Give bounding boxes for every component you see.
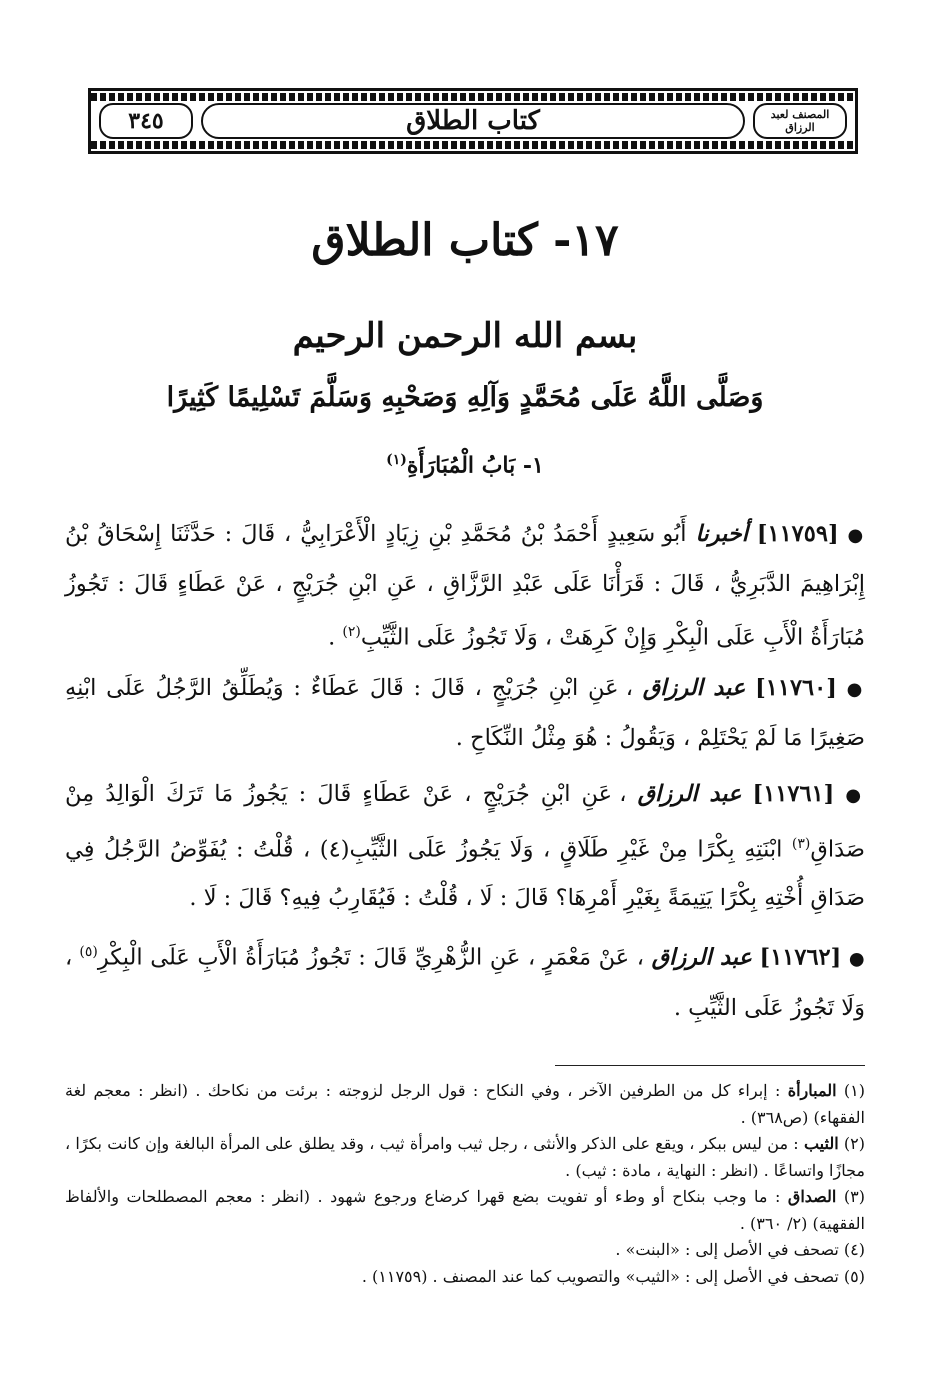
- hadith-text: أَبُو سَعِيدٍ أَحْمَدُ بْنُ مُحَمَّدِ بْنِ زِيَادٍ الْأَعْرَابِيُّ ، قَالَ : حَدَّثَنَا إِسْحَاقُ بْنُ إِبْرَاهِيمَ الدَّبَرِيُّ ، قَالَ : قَرَأْنَا عَلَى عَبْدِ الرَّزَّاقِ ، عَنِ ابْنِ جُرَيْجٍ ، عَنْ عَطَاءٍ قَالَ : تَجُوزُ مُبَارَأَةُ الْأَبِ عَلَى الْبِكْرِ وَإِنْ كَرِهَتْ ، وَلَا تَجُوزُ عَلَى الثَّيِّبِ: [65, 521, 865, 651]
- bullet-icon: ●: [848, 948, 865, 970]
- hadith-11762: [65, 928, 865, 1032]
- footnote-5: [65, 1264, 865, 1291]
- running-title: كتاب الطلاق: [201, 103, 745, 139]
- hadith-number: [١١٧٦١]: [752, 781, 835, 807]
- footnote-term: المبارأة: [787, 1081, 837, 1100]
- footnote-ref: (٥): [79, 944, 98, 960]
- hadith-narrator: عبد الرزاق: [651, 944, 752, 971]
- hadith-tail: ، وَلَا تَجُوزُ عَلَى الثَّيِّبِ .: [65, 944, 865, 1021]
- chapter-footnote-ref: (١): [386, 452, 407, 468]
- basmala: بسم الله الرحمن الرحيم: [292, 316, 638, 356]
- footnote-text: : ما وجب بنكاح أو وطء أو تفويت بضع قهرا كرضاع ورجوع شهود . (انظر : معجم المصطلحات والألفاظ الفقهية) (٢/ ٣٦٠) .: [65, 1187, 865, 1233]
- footnote-text: تصحف في الأصل إلى : «البنت» .: [615, 1240, 844, 1259]
- footnote-term: الثيب: [803, 1134, 839, 1153]
- footnote-marker: (١): [843, 1081, 866, 1100]
- footnotes: [65, 1078, 865, 1290]
- hadith-narrator: عبد الرزاق: [637, 781, 742, 807]
- page-number: ٣٤٥: [99, 103, 193, 139]
- footnote-1: [65, 1078, 865, 1131]
- footnote-marker: (٣): [843, 1187, 866, 1206]
- hadith-11761: [65, 770, 865, 922]
- bullet-icon: ●: [846, 679, 865, 700]
- hadith-narrator: أخبرنا: [695, 521, 748, 547]
- hadith-tail: .: [328, 624, 343, 651]
- book-title: ١٧- كتاب الطلاق: [311, 215, 619, 266]
- running-header: [88, 88, 858, 154]
- hadith-number: [١١٧٦٠]: [755, 675, 837, 701]
- header-ornament-top: [91, 93, 855, 101]
- hadith-tail: ابْنَتِهِ بِكْرًا مِنْ غَيْرِ طَلَاقٍ ، وَلَا يَجُوزُ عَلَى الثَّيِّبِ(٤) ، قُلْتُ : يُفَوِّضُ الرَّجُلُ فِي صَدَاقِ أُخْتِهِ بِكْرًا يَتِيمَةً بِغَيْرِ أَمْرِهَا؟ قَالَ : لَا ، قُلْتُ : فَيُقَارِبُ فِيهِ؟ قَالَ : لَا .: [65, 836, 865, 911]
- hadith-text: ، عَنْ مَعْمَرٍ ، عَنِ الزُّهْرِيِّ قَالَ : تَجُوزُ مُبَارَأَةُ الْأَبِ عَلَى الْبِكْرِ: [97, 944, 645, 971]
- salawat: وَصَلَّى اللَّهُ عَلَى مُحَمَّدٍ وَآلِهِ وَصَحْبِهِ وَسَلَّمَ تَسْلِيمًا كَثِيرًا: [166, 382, 764, 413]
- footnote-3: [65, 1184, 865, 1237]
- chapter-title: ١- بَابُ الْمُبَارَأَةِ: [406, 452, 544, 479]
- footnote-text: : إبراء كل من الطرفين الآخر ، وفي النكاح : قول الرجل لزوجته : برئت من نكاحك . (انظر : معجم لغة الفقهاء) (ص٣٦٨) .: [65, 1081, 865, 1127]
- hadith-number: [١١٧٦٢]: [759, 944, 842, 971]
- footnote-ref: (٢): [342, 624, 361, 640]
- hadith-text: ، عَنِ ابْنِ جُرَيْجٍ ، قَالَ : قَالَ عَطَاءٌ : وَيُطَلِّقُ الرَّجُلُ عَلَى ابْنِهِ صَغِيرًا مَا لَمْ يَحْتَلِمْ ، وَيَقُولُ : هُوَ مِثْلُ النِّكَاحِ .: [65, 675, 865, 751]
- hadith-11759: [65, 510, 865, 662]
- footnote-marker: (٥): [843, 1266, 865, 1286]
- bullet-icon: ●: [845, 785, 865, 806]
- footnote-text: تصحف في الأصل إلى : «الثيب» والتصويب كما عند المصنف . (١١٧٥٩) .: [361, 1266, 844, 1286]
- footnote-ref: (٣): [791, 836, 811, 852]
- footnote-marker: (٤): [843, 1240, 865, 1259]
- hadith-11760: [65, 664, 865, 762]
- book-badge: المصنف لعبد الرزاق: [753, 103, 847, 139]
- footnote-separator: [555, 1065, 865, 1066]
- footnote-4: [65, 1237, 865, 1264]
- hadith-narrator: عبد الرزاق: [642, 675, 746, 701]
- header-ornament-bottom: [91, 141, 855, 149]
- footnote-term: الصداق: [787, 1187, 837, 1206]
- bullet-icon: ●: [847, 525, 865, 546]
- footnote-2: [65, 1131, 865, 1184]
- chapter-heading: [0, 452, 930, 478]
- hadith-number: [١١٧٥٩]: [756, 521, 839, 547]
- hadith-text: ، عَنِ ابْنِ جُرَيْجٍ ، عَنْ عَطَاءٍ قَالَ : يَجُوزُ مَا تَرَكَ الْوَالِدُ مِنْ صَدَاقِ: [65, 781, 866, 863]
- footnote-marker: (٢): [843, 1134, 865, 1153]
- footnote-text: : من ليس ببكر ، ويقع على الذكر والأنثى ، رجل ثيب وامرأة ثيب ، وقد يطلق على المرأة البالغة وإن كانت بكرًا ، مجازًا واتساعًا . (انظر : النهاية ، مادة : ثيب) .: [65, 1134, 865, 1180]
